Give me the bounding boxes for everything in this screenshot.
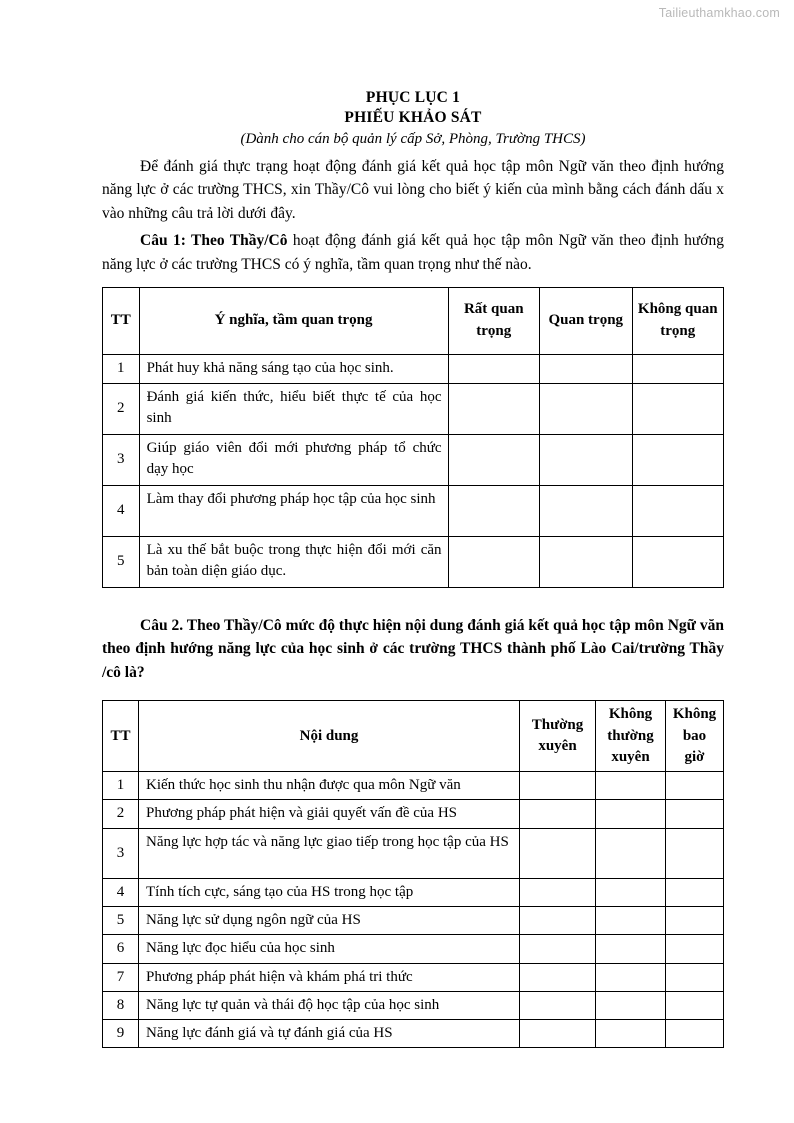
header-content: Ý nghĩa, tầm quan trọng xyxy=(139,287,448,354)
answer-cell-not-often[interactable] xyxy=(596,800,666,828)
answer-cell-not-important[interactable] xyxy=(632,383,724,434)
row-number: 4 xyxy=(103,878,139,906)
answer-cell-often[interactable] xyxy=(520,935,596,963)
row-number: 6 xyxy=(103,935,139,963)
answer-cell-not-often[interactable] xyxy=(596,1020,666,1048)
answer-cell-not-often[interactable] xyxy=(596,772,666,800)
answer-cell-never[interactable] xyxy=(666,963,724,991)
row-number: 3 xyxy=(103,828,139,878)
answer-cell-often[interactable] xyxy=(520,991,596,1019)
row-text: Năng lực hợp tác và năng lực giao tiếp trong học tập của HS xyxy=(139,828,520,878)
question1-paragraph xyxy=(102,229,724,276)
question1-table xyxy=(102,287,724,588)
answer-cell-very-important[interactable] xyxy=(448,354,539,383)
appendix-title: PHỤC LỤC 1 xyxy=(365,89,461,106)
answer-cell-very-important[interactable] xyxy=(448,536,539,587)
table-row xyxy=(103,963,724,991)
row-text: Năng lực sử dụng ngôn ngữ của HS xyxy=(139,907,520,935)
answer-cell-not-important[interactable] xyxy=(632,354,724,383)
answer-cell-not-often[interactable] xyxy=(596,935,666,963)
header-option-important: Quan trọng xyxy=(540,287,632,354)
answer-cell-not-important[interactable] xyxy=(632,434,724,485)
header-option-not-often: Không thường xuyên xyxy=(596,701,666,772)
table-row xyxy=(103,485,724,536)
watermark-text: Tailieuthamkhao.com xyxy=(658,6,780,20)
table-row xyxy=(103,907,724,935)
row-number: 3 xyxy=(103,434,140,485)
row-number: 1 xyxy=(103,354,140,383)
answer-cell-often[interactable] xyxy=(520,963,596,991)
table-row xyxy=(103,935,724,963)
answer-cell-not-often[interactable] xyxy=(596,878,666,906)
table-row xyxy=(103,991,724,1019)
table-row xyxy=(103,1020,724,1048)
row-text: Làm thay đổi phương pháp học tập của học sinh xyxy=(139,485,448,536)
header-option-often: Thường xuyên xyxy=(520,701,596,772)
row-number: 4 xyxy=(103,485,140,536)
answer-cell-never[interactable] xyxy=(666,991,724,1019)
table-row xyxy=(103,354,724,383)
header-option-very-important: Rất quan trọng xyxy=(448,287,539,354)
row-number: 7 xyxy=(103,963,139,991)
answer-cell-important[interactable] xyxy=(540,536,632,587)
row-text: Phương pháp phát hiện và giải quyết vấn đề của HS xyxy=(139,800,520,828)
answer-cell-never[interactable] xyxy=(666,828,724,878)
answer-cell-not-often[interactable] xyxy=(596,907,666,935)
question2-table xyxy=(102,700,724,1048)
row-number: 5 xyxy=(103,536,140,587)
row-number: 9 xyxy=(103,1020,139,1048)
question1-lead: Câu 1: Theo Thầy/Cô xyxy=(140,232,288,250)
row-text: Giúp giáo viên đổi mới phương pháp tổ chức dạy học xyxy=(139,434,448,485)
answer-cell-very-important[interactable] xyxy=(448,485,539,536)
table-header-row xyxy=(103,701,724,772)
row-text: Tính tích cực, sáng tạo của HS trong học tập xyxy=(139,878,520,906)
answer-cell-often[interactable] xyxy=(520,878,596,906)
answer-cell-never[interactable] xyxy=(666,1020,724,1048)
row-number: 5 xyxy=(103,907,139,935)
row-text: Phát huy khả năng sáng tạo của học sinh. xyxy=(139,354,448,383)
answer-cell-not-often[interactable] xyxy=(596,828,666,878)
answer-cell-never[interactable] xyxy=(666,935,724,963)
row-text: Là xu thế bắt buộc trong thực hiện đổi mới căn bản toàn diện giáo dục. xyxy=(139,536,448,587)
row-number: 1 xyxy=(103,772,139,800)
row-number: 8 xyxy=(103,991,139,1019)
question2-paragraph: Câu 2. Theo Thầy/Cô mức độ thực hiện nội dung đánh giá kết quả học tập môn Ngữ văn theo định hướng năng lực của học sinh ở các trường THCS thành phố Lào Cai/trường Thầy /cô là? xyxy=(102,616,724,681)
table-row xyxy=(103,383,724,434)
intro-paragraph: Để đánh giá thực trạng hoạt động đánh giá kết quả học tập môn Ngữ văn theo định hướng năng lực ở các trường THCS, xin Thầy/Cô vui lòng cho biết ý kiến của mình bằng cách đánh dấu x vào những câu trả lời dưới đây. xyxy=(102,157,724,222)
header-option-not-important: Không quan trọng xyxy=(632,287,724,354)
answer-cell-important[interactable] xyxy=(540,354,632,383)
row-text: Năng lực đọc hiểu của học sinh xyxy=(139,935,520,963)
answer-cell-never[interactable] xyxy=(666,907,724,935)
table-row xyxy=(103,536,724,587)
table-row xyxy=(103,828,724,878)
header-option-never: Không bao giờ xyxy=(666,701,724,772)
table-row xyxy=(103,800,724,828)
answer-cell-often[interactable] xyxy=(520,828,596,878)
table-row xyxy=(103,434,724,485)
row-text: Năng lực tự quản và thái độ học tập của học sinh xyxy=(139,991,520,1019)
answer-cell-never[interactable] xyxy=(666,800,724,828)
answer-cell-never[interactable] xyxy=(666,878,724,906)
header-content: Nội dung xyxy=(139,701,520,772)
document-content xyxy=(102,88,724,1048)
answer-cell-often[interactable] xyxy=(520,800,596,828)
answer-cell-often[interactable] xyxy=(520,772,596,800)
question1-rest: hoạt động đánh giá kết quả học tập môn Ngữ văn theo định hướng năng lực ở các trường THCS có ý nghĩa, tầm quan trọng như thế nào. xyxy=(102,232,724,274)
answer-cell-not-often[interactable] xyxy=(596,991,666,1019)
answer-cell-important[interactable] xyxy=(540,383,632,434)
answer-cell-not-important[interactable] xyxy=(632,536,724,587)
form-title: PHIẾU KHẢO SÁT xyxy=(344,108,482,126)
row-number: 2 xyxy=(103,800,139,828)
answer-cell-important[interactable] xyxy=(540,434,632,485)
audience-note: (Dành cho cán bộ quản lý cấp Sở, Phòng, Trường THCS) xyxy=(240,130,586,147)
section-spacer xyxy=(102,588,724,614)
answer-cell-very-important[interactable] xyxy=(448,434,539,485)
table-row xyxy=(103,878,724,906)
row-text: Năng lực đánh giá và tự đánh giá của HS xyxy=(139,1020,520,1048)
row-text: Phương pháp phát hiện và khám phá tri thức xyxy=(139,963,520,991)
table-row xyxy=(103,772,724,800)
row-text: Kiến thức học sinh thu nhận được qua môn Ngữ văn xyxy=(139,772,520,800)
table-header-row xyxy=(103,287,724,354)
answer-cell-important[interactable] xyxy=(540,485,632,536)
answer-cell-very-important[interactable] xyxy=(448,383,539,434)
row-text: Đánh giá kiến thức, hiểu biết thực tế của học sinh xyxy=(139,383,448,434)
title-block xyxy=(102,88,724,149)
row-number: 2 xyxy=(103,383,140,434)
answer-cell-not-important[interactable] xyxy=(632,485,724,536)
answer-cell-often[interactable] xyxy=(520,1020,596,1048)
header-tt: TT xyxy=(103,701,139,772)
answer-cell-never[interactable] xyxy=(666,772,724,800)
answer-cell-often[interactable] xyxy=(520,907,596,935)
answer-cell-not-often[interactable] xyxy=(596,963,666,991)
header-tt: TT xyxy=(103,287,140,354)
